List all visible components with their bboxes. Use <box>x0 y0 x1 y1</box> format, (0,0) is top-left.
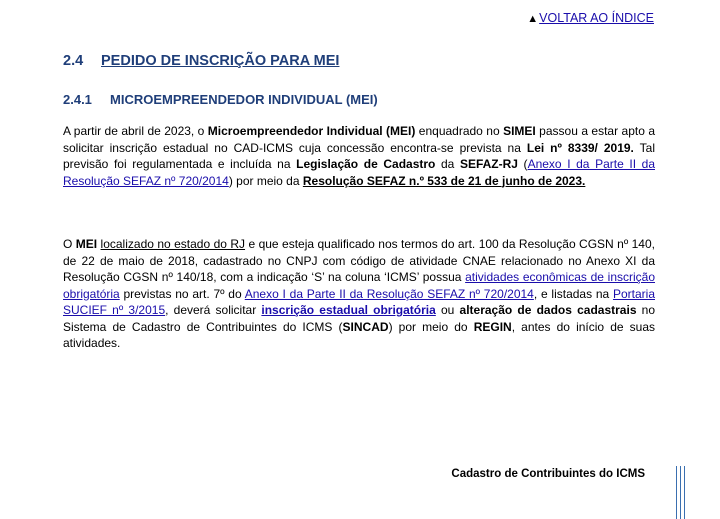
back-to-index-link[interactable]: VOLTAR AO ÍNDICE <box>539 11 654 25</box>
text: e que esteja qualificado nos termos do art. 100 da Resolução CGSN nº 140, de 22 de maio de 2018, cadastrado no CNPJ com código de atividade CNAE relacionado no Anexo XI da Resolução CGSN nº 140/18, com a indicação ‘S’ na coluna ‘ICMS’ possua <box>63 237 655 284</box>
link-atividades-obrigatoria[interactable]: atividades econômicas de inscrição obrigatória <box>63 270 655 301</box>
bold-term: SEFAZ-RJ <box>459 157 518 171</box>
section-number: 2.4 <box>63 53 84 69</box>
footer-decorative-lines <box>676 466 688 519</box>
footer-label: Cadastro de Contribuintes do ICMS <box>451 468 645 480</box>
bold-term: Lei nº 8339/ 2019. <box>526 140 634 155</box>
bold-term: Microempreendedor Individual (MEI) <box>207 124 416 138</box>
text: , e listadas na <box>533 286 613 301</box>
subsection-heading <box>63 92 378 107</box>
divider <box>676 466 677 519</box>
link-portaria-sucief[interactable]: Portaria SUCIEF nº 3/2015 <box>63 286 655 317</box>
text: Tal previsão foi regulamentada e incluída na <box>63 140 655 171</box>
link-anexo-resolucao-720[interactable]: Anexo I da Parte II da Resolução SEFAZ nº 720/2014 <box>244 286 534 301</box>
text: ) por meio do <box>388 319 474 334</box>
text: ou <box>435 303 460 317</box>
subsection-title: MICROEMPREENDEDOR INDIVIDUAL (MEI) <box>110 92 378 107</box>
link-anexo-resolucao-720[interactable]: Anexo I da Parte II da Resolução SEFAZ nº 720/2014 <box>63 157 655 188</box>
back-to-index[interactable] <box>527 11 654 25</box>
bold-term: SIMEI <box>503 124 536 138</box>
text: enquadrado no <box>415 124 504 138</box>
section-title: PEDIDO DE INSCRIÇÃO PARA MEI <box>101 53 340 69</box>
bold-term: alteração de dados cadastrais <box>459 303 637 317</box>
text: O <box>63 237 76 251</box>
text: ) por meio da <box>228 173 303 188</box>
text: da <box>435 157 460 171</box>
divider <box>684 466 685 519</box>
text: passou a estar apto a solicitar inscrição estadual no CAD-ICMS cuja concessão encontra-se prevista na <box>63 124 655 155</box>
text: no Sistema de Cadastro de Contribuintes do ICMS ( <box>63 303 656 334</box>
text: A partir de abril de 2023, o <box>63 124 208 138</box>
bold-term: SINCAD <box>342 319 389 334</box>
subsection-number: 2.4.1 <box>63 92 92 107</box>
paragraph-mei-intro <box>63 123 655 189</box>
section-heading <box>63 53 339 69</box>
underlined-text: localizado no estado do RJ <box>100 237 246 251</box>
up-triangle-icon: ▲ <box>527 13 539 25</box>
bold-term: REGIN <box>473 319 512 334</box>
text: , deverá solicitar <box>165 303 262 317</box>
text: ( <box>517 157 528 171</box>
paragraph-mei-requirements <box>63 236 655 352</box>
link-inscricao-obrigatoria[interactable]: inscrição estadual obrigatória <box>261 303 436 317</box>
text: , antes do início de suas atividades. <box>63 319 656 350</box>
divider <box>680 466 681 519</box>
bold-term: MEI <box>75 237 98 251</box>
text: previstas no art. 7º do <box>119 286 245 301</box>
bold-underlined-resolucao-533: Resolução SEFAZ n.º 533 de 21 de junho de 2023. <box>302 173 586 188</box>
bold-term: Legislação de Cadastro <box>296 157 436 171</box>
